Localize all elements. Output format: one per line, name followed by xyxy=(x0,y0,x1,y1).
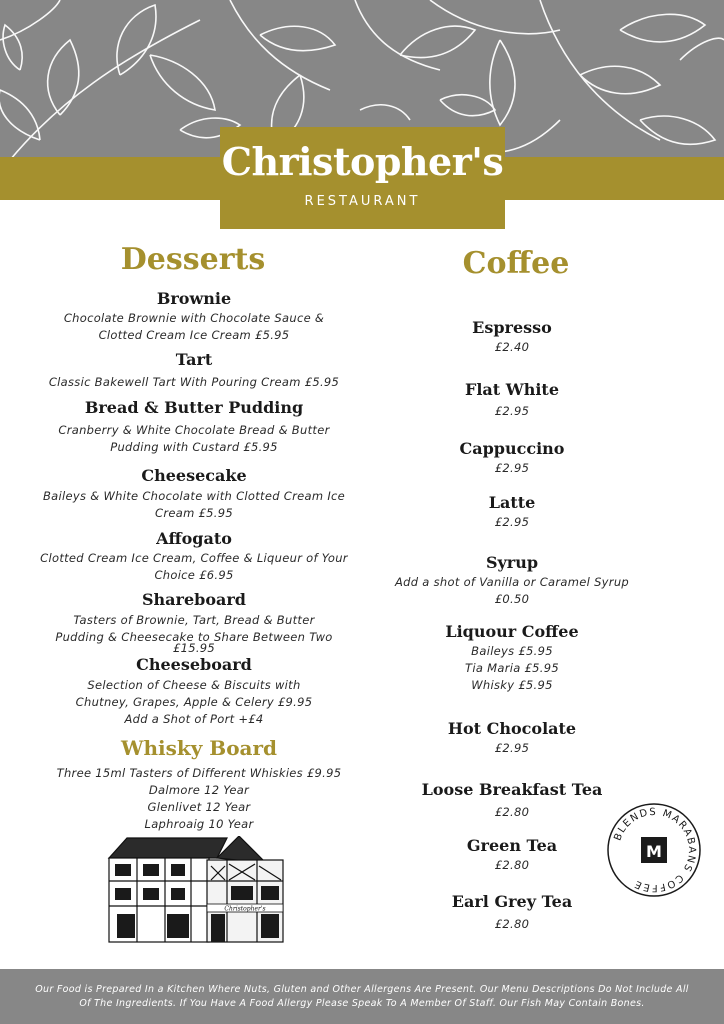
menu-item-name: Cheesecake xyxy=(141,466,247,485)
menu-item-desc: Chocolate Brownie with Chocolate Sauce & Clotted Cream Ice Cream £5.95 xyxy=(63,311,325,342)
coffee-heading: Coffee xyxy=(462,246,570,281)
menu-item-desc: Tasters of Brownie, Tart, Bread & Butter Pudding & Cheesecake to Share Between Two £15.95 xyxy=(55,613,333,655)
menu-item-desc: Add a shot of Vanilla or Caramel Syrup £0.50 xyxy=(394,575,630,606)
restaurant-name: Christopher's xyxy=(221,139,504,184)
menu-item-desc: Clotted Cream Ice Cream, Coffee & Liqueur of Your Choice £6.95 xyxy=(40,551,348,582)
menu-item-desc: £2.80 xyxy=(494,858,530,872)
menu-item-name: Earl Grey Tea xyxy=(451,892,573,911)
menu-item-desc: Baileys & White Chocolate with Clotted Cream Ice Cream £5.95 xyxy=(42,489,346,520)
menu-item-name: Bread & Butter Pudding xyxy=(84,398,304,417)
menu-item-name: Flat White xyxy=(464,380,559,399)
desserts-heading: Desserts xyxy=(120,242,266,277)
restaurant-building-illustration xyxy=(107,836,285,944)
menu-item-desc: £2.40 xyxy=(494,340,530,354)
menu-item-name: Affogato xyxy=(156,529,232,548)
menu-item-desc: £2.95 xyxy=(494,461,530,475)
menu-item-desc: £2.80 xyxy=(494,805,530,819)
menu-item-desc: Classic Bakewell Tart With Pouring Cream £5.95 xyxy=(48,375,340,389)
menu-item-name: Cheeseboard xyxy=(136,655,252,674)
menu-item-name: Green Tea xyxy=(466,836,558,855)
title-box xyxy=(220,127,505,229)
whisky-board-desc: Three 15ml Tasters of Different Whiskies £9.95 Dalmore 12 Year Glenlivet 12 Year Laphroaig 10 Year xyxy=(56,766,342,831)
svg-text:M: M xyxy=(646,842,662,861)
menu-item-desc: £2.95 xyxy=(494,741,530,755)
menu-item-desc: Baileys £5.95 Tia Maria £5.95 Whisky £5.95 xyxy=(465,644,559,692)
menu-item-name: Loose Breakfast Tea xyxy=(421,780,603,799)
menu-item-desc: Selection of Cheese & Biscuits with Chutney, Grapes, Apple & Celery £9.95 Add a Shot of Port +£4 xyxy=(75,678,313,726)
menu-item-name: Cappuccino xyxy=(459,439,565,458)
menu-item-name: Hot Chocolate xyxy=(447,719,577,738)
menu-item-name: Tart xyxy=(175,350,213,369)
svg-text:BLENDS MARABANS COFFEE: BLENDS MARABANS COFFEE xyxy=(612,806,698,894)
menu-item-name: Espresso xyxy=(472,318,552,337)
menu-item-desc: Cranberry & White Chocolate Bread & Butter Pudding with Custard £5.95 xyxy=(58,423,330,454)
menu-item-desc: £2.95 xyxy=(494,404,530,418)
restaurant-subtitle: RESTAURANT xyxy=(304,194,421,209)
menu-item-name: Syrup xyxy=(485,553,539,572)
menu-item-name: Liquour Coffee xyxy=(445,622,579,641)
menu-item-desc: £2.95 xyxy=(494,515,530,529)
menu-item-name: Latte xyxy=(488,493,536,512)
marabans-coffee-logo xyxy=(604,800,704,900)
whisky-board-heading: Whisky Board xyxy=(120,736,278,760)
menu-item-name: Brownie xyxy=(156,289,232,308)
menu-item-name: Shareboard xyxy=(141,590,246,609)
allergen-notice: Our Food is Prepared In a Kitchen Where Nuts, Gluten and Other Allergens Are Present. Our Menu Descriptions Do Not Include All Of The Ingredients. If You Have A Food Allergy Please Speak To A Member Of Staff. Our Fish May Contain Bones. xyxy=(35,984,689,1009)
allergen-footer xyxy=(0,969,724,1024)
menu-item-desc: £2.80 xyxy=(494,917,530,931)
building-sign: Christopher's xyxy=(224,905,266,913)
